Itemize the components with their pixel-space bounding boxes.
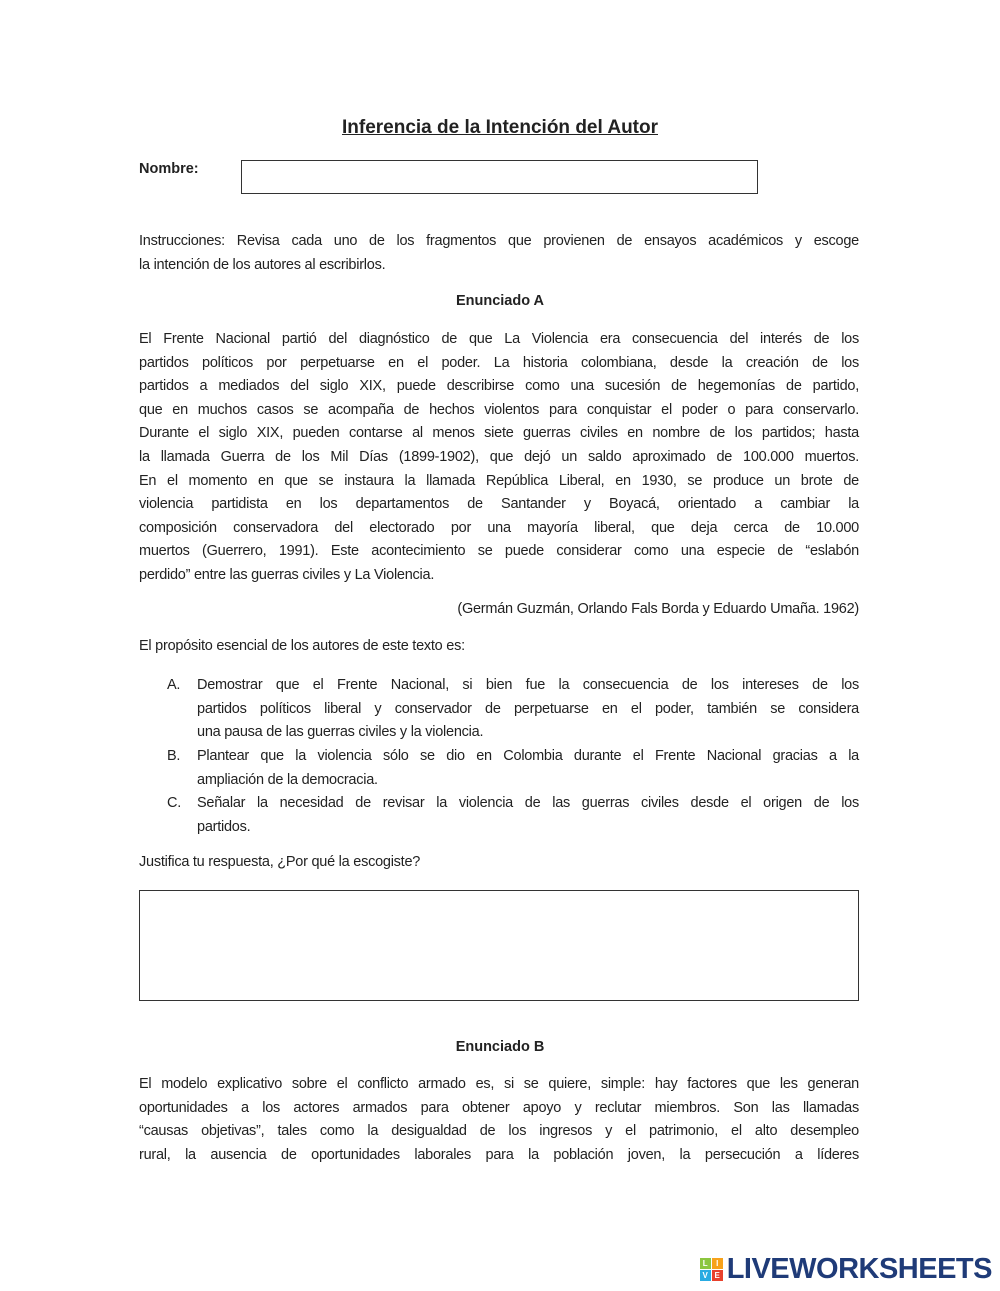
text-line: El modelo explicativo sobre el conflicto armado es, si se quiere, simple: hay factores que les generan xyxy=(139,1076,859,1092)
option-text xyxy=(197,745,859,792)
text-line: partidos políticos liberal y conservador de perpetuarse en el poder, también se considera xyxy=(197,700,859,717)
justify-answer-box[interactable] xyxy=(139,890,859,1001)
text-line: oportunidades a los actores armados para obtener apoyo y reclutar miembros. Son las llamadas xyxy=(139,1099,859,1116)
text-line: partidos. xyxy=(197,818,251,835)
instructions xyxy=(139,230,859,277)
option-letter: B. xyxy=(167,748,181,764)
option-text xyxy=(197,674,859,745)
text-line: El Frente Nacional partió del diagnóstico de que La Violencia era consecuencia del interés de los xyxy=(139,331,859,347)
text-line: violencia partidista en los departamentos de Santander y Boyacá, orientado a cambiar la xyxy=(139,496,859,513)
instructions-line: la intención de los autores al escribirlos. xyxy=(139,256,386,273)
logo-square: V xyxy=(700,1270,711,1281)
text-line: una pausa de las guerras civiles y la violencia. xyxy=(197,724,484,741)
question: El propósito esencial de los autores de este texto es: xyxy=(139,638,465,654)
text-line: partidos a mediados del siglo XIX, puede describirse como una sucesión de hegemonías de partido, xyxy=(139,378,859,395)
citation: (Germán Guzmán, Orlando Fals Borda y Eduardo Umaña. 1962) xyxy=(457,601,859,617)
logo-square: L xyxy=(700,1258,711,1269)
text-line: Señalar la necesidad de revisar la violencia de las guerras civiles desde el origen de los xyxy=(197,795,859,811)
option-letter: A. xyxy=(167,677,181,693)
section-b-heading: Enunciado B xyxy=(455,1039,545,1055)
text-line: perdido” entre las guerras civiles y La Violencia. xyxy=(139,566,435,583)
text-line: rural, la ausencia de oportunidades laborales para la población joven, la persecución a líderes xyxy=(139,1146,859,1163)
logo-squares-icon xyxy=(700,1258,723,1281)
text-line: Durante el siglo XIX, pueden contarse al menos siete guerras civiles en nombre de los partidos; hasta xyxy=(139,425,859,442)
section-a-heading: Enunciado A xyxy=(455,293,545,309)
justify-prompt: Justifica tu respuesta, ¿Por qué la escogiste? xyxy=(139,854,421,870)
liveworksheets-logo xyxy=(700,1253,992,1286)
text-line: composición conservadora del electorado por una mayoría liberal, que deja cerca de 10.000 xyxy=(139,519,859,536)
text-line: ampliación de la democracia. xyxy=(197,771,378,788)
section-b-text xyxy=(139,1073,859,1167)
instructions-line: Instrucciones: Revisa cada uno de los fragmentos que provienen de ensayos académicos y escoge xyxy=(139,233,859,249)
name-label: Nombre: xyxy=(139,161,199,177)
text-line: partidos políticos por perpetuarse en el poder. La historia colombiana, desde la creación de los xyxy=(139,354,859,371)
name-input[interactable] xyxy=(241,160,758,194)
text-line: la llamada Guerra de los Mil Días (1899-1902), que dejó un saldo aproximado de 100.000 muertos. xyxy=(139,448,859,465)
text-line: Demostrar que el Frente Nacional, si bien fue la consecuencia de los intereses de los xyxy=(197,677,859,693)
text-line: “causas objetivas”, tales como la desigualdad de los ingresos y el patrimonio, el alto desempleo xyxy=(139,1123,859,1140)
text-line: En el momento en que se instaura la llamada República Liberal, en 1930, se produce un brote de xyxy=(139,472,859,489)
text-line: muertos (Guerrero, 1991). Este acontecimiento se puede considerar como una especie de “eslabón xyxy=(139,543,859,560)
text-line: Plantear que la violencia sólo se dio en Colombia durante el Frente Nacional gracias a la xyxy=(197,748,859,764)
logo-square: E xyxy=(712,1270,723,1281)
option-text xyxy=(197,792,859,839)
logo-text: LIVEWORKSHEETS xyxy=(726,1253,992,1285)
text-line: que en muchos casos se acompaña de hechos violentos para conquistar el poder o para conservarlo. xyxy=(139,401,859,418)
logo-square: I xyxy=(712,1258,723,1269)
page-title: Inferencia de la Intención del Autor xyxy=(341,117,658,138)
option-letter: C. xyxy=(167,795,181,811)
section-a-text xyxy=(139,328,859,588)
